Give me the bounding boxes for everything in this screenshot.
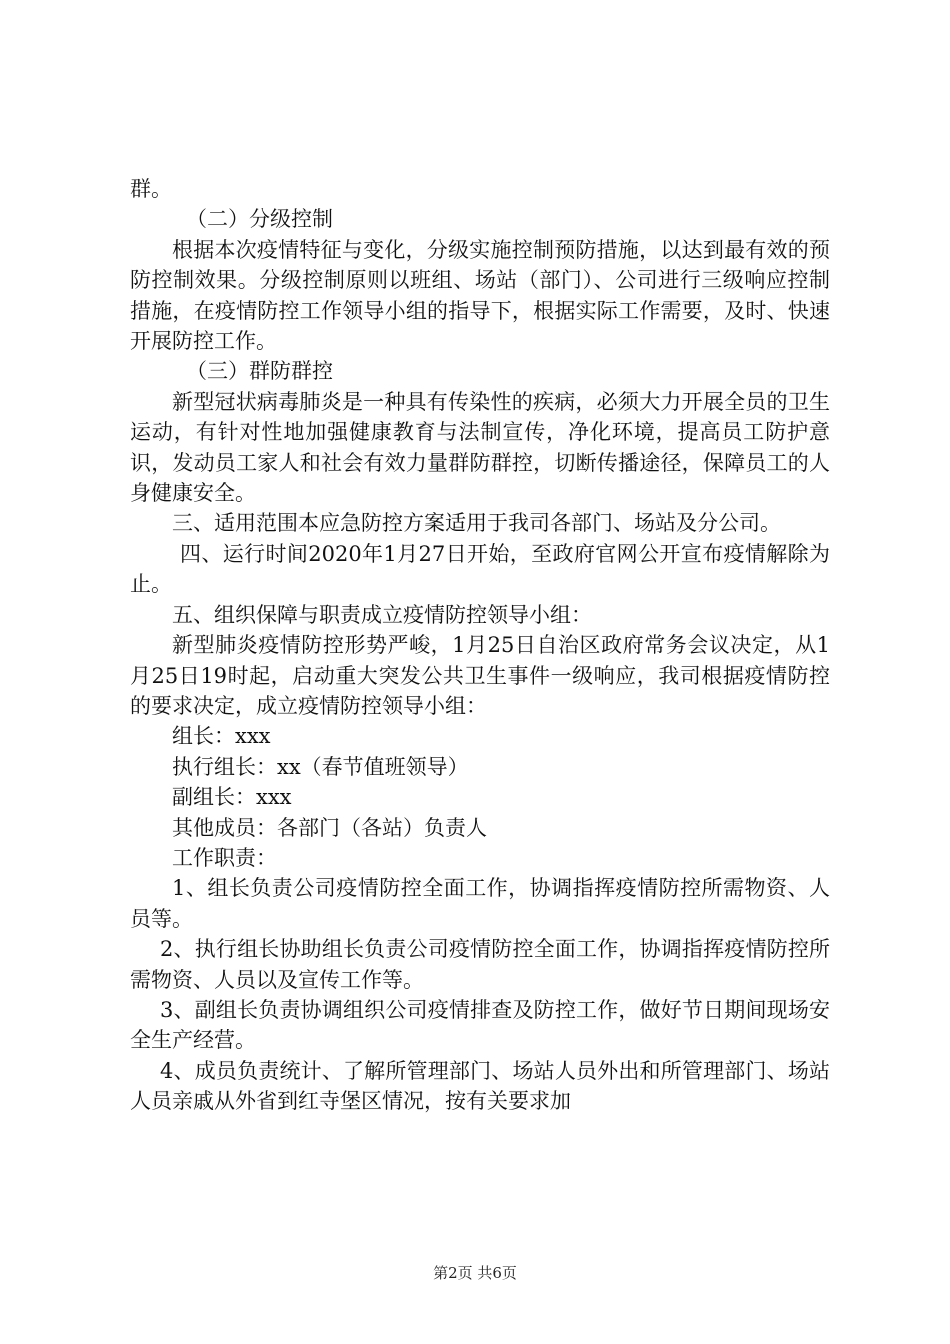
document-paragraph: 五、组织保障与职责成立疫情防控领导小组： <box>172 602 592 627</box>
document-paragraph: 2、执行组长协助组长负责公司疫情防控全面工作，协调指挥疫情防控所需物资、人员以及宣传工作等。 <box>130 937 830 992</box>
document-paragraph: 四、运行时间2020年1月27日开始，至政府官网公开宣布疫情解除为止。 <box>130 541 830 597</box>
document-paragraph: （二）分级控制 <box>186 207 333 232</box>
document-paragraph: 根据本次疫情特征与变化，分级实施控制预防措施，以达到最有效的预防控制效果。分级控制原则以班组、场站（部门）、公司进行三级响应控制措施，在疫情防控工作领导小组的指导下，根据实际工作需要，及时、快速开展防控工作。 <box>130 237 830 354</box>
document-paragraph: 3、副组长负责协调组织公司疫情排查及防控工作，做好节日期间现场安全生产经营。 <box>130 997 830 1053</box>
page-footer: 第2页 共6页 <box>433 1264 517 1282</box>
document-paragraph: 执行组长：xx（春节值班领导） <box>172 754 469 779</box>
document-paragraph: 群。 <box>130 177 172 201</box>
document-paragraph: 工作职责： <box>172 845 277 870</box>
document-paragraph: （三）群防群控 <box>186 359 333 384</box>
document-body <box>130 174 830 1117</box>
document-paragraph: 新型冠状病毒肺炎是一种具有传染性的疾病，必须大力开展全员的卫生运动，有针对性地加强健康教育与法制宣传，净化环境，提高员工防护意识，发动员工家人和社会有效力量群防群控，切断传播途径，保障员工的人身健康安全。 <box>130 389 830 506</box>
document-paragraph: 新型肺炎疫情防控形势严峻，1月25日自治区政府常务会议决定，从1月25日19时起，启动重大突发公共卫生事件一级响应，我司根据疫情防控的要求决定，成立疫情防控领导小组： <box>130 633 830 718</box>
document-paragraph: 组长：xxx <box>172 724 271 749</box>
document-paragraph: 其他成员：各部门（各站）负责人 <box>172 815 487 840</box>
document-paragraph: 三、适用范围本应急防控方案适用于我司各部门、场站及分公司。 <box>172 511 781 536</box>
document-paragraph: 4、成员负责统计、了解所管理部门、场站人员外出和所管理部门、场站人员亲戚从外省到红寺堡区情况，按有关要求加 <box>130 1058 830 1114</box>
document-paragraph: 1、组长负责公司疫情防控全面工作，协调指挥疫情防控所需物资、人员等。 <box>130 876 830 931</box>
document-paragraph: 副组长：xxx <box>172 785 292 810</box>
